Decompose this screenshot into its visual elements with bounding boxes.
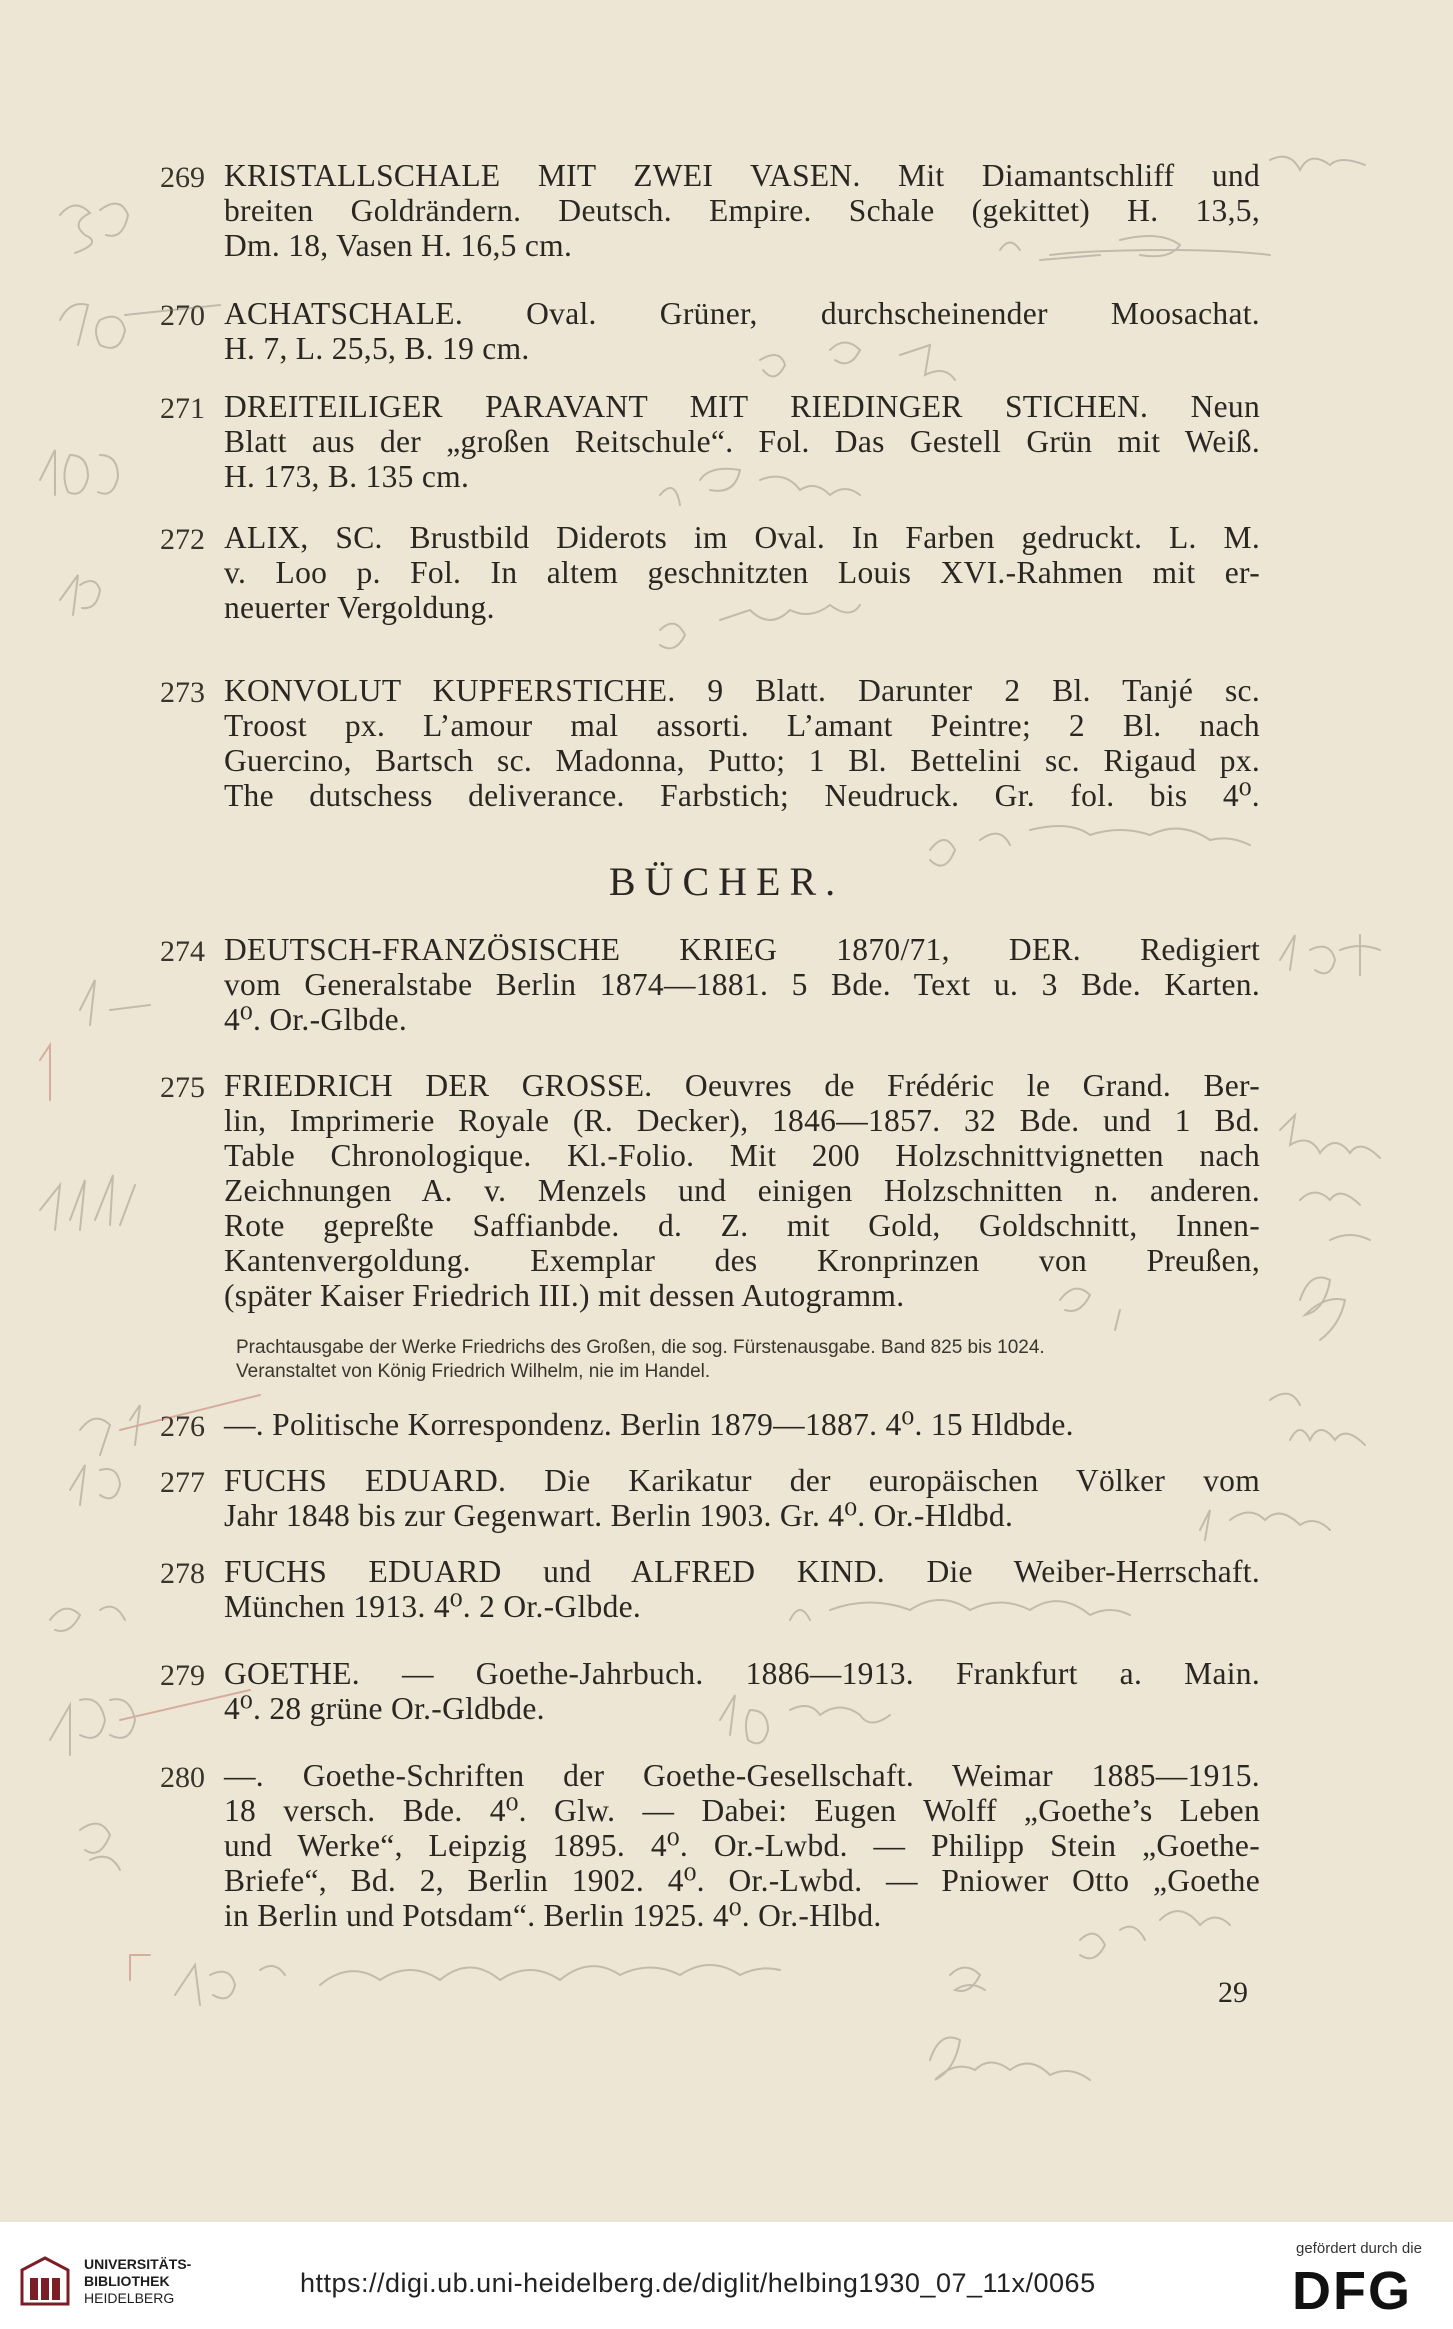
entry-number: 273 <box>160 676 205 709</box>
pencil-mark <box>60 205 92 253</box>
entry-279 <box>160 1656 1260 1726</box>
entry-276 <box>160 1407 1260 1442</box>
entry-278 <box>160 1554 1260 1624</box>
entry-line: KRISTALLSCHALE MIT ZWEI VASEN. Mit Diamantschliff und <box>224 158 1260 193</box>
pencil-mark <box>80 1405 140 1455</box>
entry-text <box>224 932 1260 1037</box>
footnote-line: Veranstaltet von König Friedrich Wilhelm, nie im Handel. <box>236 1361 711 1382</box>
entry-line: DREITEILIGER PARAVANT MIT RIEDINGER STICHEN. Neun <box>224 389 1260 424</box>
pencil-mark <box>80 980 150 1025</box>
entry-line: Zeichnungen A. v. Menzels und einigen Holzschnitten n. anderen. <box>224 1173 1260 1208</box>
entry-text <box>224 389 1260 494</box>
entry-line: FUCHS EDUARD und ALFRED KIND. Die Weiber-Herrschaft. <box>224 1554 1260 1589</box>
entry-line: lin, Imprimerie Royale (R. Decker), 1846—1857. 32 Bde. und 1 Bd. <box>224 1103 1260 1138</box>
library-name <box>84 2256 191 2307</box>
pencil-mark <box>175 1965 985 2005</box>
permalink-url[interactable]: https://digi.ub.uni-heidelberg.de/diglit/helbing1930_07_11x/0065 <box>300 2268 1096 2298</box>
footnote-line: Prachtausgabe der Werke Friedrichs des Großen, die sog. Fürstenausgabe. Band 825 bis 1024. <box>236 1337 1045 1358</box>
entry-line: H. 173, B. 135 cm. <box>224 459 470 494</box>
entry-number: 280 <box>160 1761 205 1794</box>
pencil-mark <box>1280 935 1380 975</box>
pencil-mark <box>70 1465 120 1505</box>
pencil-mark <box>96 317 125 348</box>
entry-270 <box>160 296 1260 366</box>
entry-number: 271 <box>160 392 205 425</box>
entry-number: 270 <box>160 299 205 332</box>
entry-text <box>224 520 1260 625</box>
entry-277 <box>160 1463 1260 1533</box>
entry-line: (später Kaiser Friedrich III.) mit dessen Autogramm. <box>224 1278 905 1313</box>
entry-line: ACHATSCHALE. Oval. Grüner, durchscheinender Moosachat. <box>224 296 1260 331</box>
entry-text <box>224 1463 1260 1533</box>
dfg-logo: DFG <box>1292 2261 1412 2321</box>
pencil-mark <box>1300 1278 1345 1341</box>
entry-text <box>224 1407 1260 1442</box>
entry-line: 4⁰. 28 grüne Or.-Gldbde. <box>224 1691 545 1726</box>
entry-number: 278 <box>160 1557 205 1590</box>
pencil-mark <box>1280 1115 1380 1158</box>
entry-line: 4⁰. Or.-Glbde. <box>224 1002 408 1037</box>
entry-269 <box>160 158 1260 263</box>
entry-line: —. Goethe-Schriften der Goethe-Gesellschaft. Weimar 1885—1915. <box>224 1758 1260 1793</box>
entry-275 <box>160 1068 1260 1313</box>
entry-272 <box>160 520 1260 625</box>
entry-line: Kantenvergoldung. Exemplar des Kronprinzen von Preußen, <box>224 1243 1260 1278</box>
section-title: BÜCHER. <box>608 859 845 904</box>
pencil-mark <box>930 2038 1090 2081</box>
pencil-mark <box>40 1045 50 1100</box>
entry-274 <box>160 932 1260 1037</box>
entry-line: München 1913. 4⁰. 2 Or.-Glbde. <box>224 1589 642 1624</box>
pencil-mark <box>100 204 128 236</box>
pencil-mark <box>60 304 88 345</box>
entry-text <box>224 1554 1260 1624</box>
entry-number: 275 <box>160 1071 205 1104</box>
entry-text <box>224 1656 1260 1726</box>
entry-271 <box>160 389 1260 494</box>
library-name-line: UNIVERSITÄTS- <box>84 2256 192 2272</box>
entry-line: Jahr 1848 bis zur Gegenwart. Berlin 1903. Gr. 4⁰. Or.-Hldbd. <box>224 1498 1014 1533</box>
pencil-mark <box>40 450 118 495</box>
funded-by-caption: gefördert durch die <box>1296 2240 1422 2257</box>
entry-line: breiten Goldrändern. Deutsch. Empire. Schale (gekittet) H. 13,5, <box>224 193 1260 228</box>
entry-line: v. Loo p. Fol. In altem geschnitzten Louis XVI.-Rahmen mit er- <box>224 555 1260 590</box>
entry-number: 269 <box>160 161 205 194</box>
page-number: 29 <box>1218 1976 1248 2009</box>
library-name-line: BIBLIOTHEK <box>84 2273 170 2289</box>
entry-text <box>224 673 1260 813</box>
footnote-275 <box>236 1336 1296 1384</box>
pencil-mark <box>130 1955 150 1980</box>
entry-line: Guercino, Bartsch sc. Madonna, Putto; 1 Bl. Bettelini sc. Rigaud px. <box>224 743 1260 778</box>
entry-text <box>224 296 1260 366</box>
entry-number: 272 <box>160 523 205 556</box>
entry-line: KONVOLUT KUPFERSTICHE. 9 Blatt. Darunter 2 Bl. Tanjé sc. <box>224 673 1260 708</box>
entry-text <box>224 158 1260 263</box>
entry-text <box>224 1068 1260 1313</box>
pencil-mark <box>50 1699 135 1755</box>
pencil-mark <box>1270 157 1365 170</box>
entry-280 <box>160 1758 1260 1933</box>
pencil-mark <box>50 1607 125 1631</box>
pencil-mark <box>1300 1193 1370 1241</box>
pencil-mark <box>60 575 100 615</box>
entry-line: vom Generalstabe Berlin 1874—1881. 5 Bde. Text u. 3 Bde. Karten. <box>224 967 1260 1002</box>
pencil-mark <box>40 1175 135 1230</box>
entry-line: H. 7, L. 25,5, B. 19 cm. <box>224 331 530 366</box>
entry-number: 277 <box>160 1466 205 1499</box>
university-logo-icon <box>16 2252 74 2310</box>
entry-line: GOETHE. — Goethe-Jahrbuch. 1886—1913. Frankfurt a. Main. <box>224 1656 1260 1691</box>
entry-line: und Werke“, Leipzig 1895. 4⁰. Or.-Lwbd. — Philipp Stein „Goethe- <box>224 1828 1260 1863</box>
entry-line: FRIEDRICH DER GROSSE. Oeuvres de Frédéric le Grand. Ber- <box>224 1068 1260 1103</box>
entry-line: Troost px. L’amour mal assorti. L’amant Peintre; 2 Bl. nach <box>224 708 1260 743</box>
entry-line: Blatt aus der „großen Reitschule“. Fol. Das Gestell Grün mit Weiß. <box>224 424 1260 459</box>
entry-line: ALIX, SC. Brustbild Diderots im Oval. In Farben gedruckt. L. M. <box>224 520 1260 555</box>
entry-line: FUCHS EDUARD. Die Karikatur der europäischen Völker vom <box>224 1463 1260 1498</box>
entry-line: Briefe“, Bd. 2, Berlin 1902. 4⁰. Or.-Lwbd. — Pniower Otto „Goethe <box>224 1863 1260 1898</box>
pencil-mark <box>1270 1394 1365 1445</box>
pencil-mark <box>80 1824 120 1870</box>
entry-number: 276 <box>160 1410 205 1443</box>
entry-line: Rote gepreßte Saffianbde. d. Z. mit Gold, Goldschnitt, Innen- <box>224 1208 1260 1243</box>
footer-bar <box>0 2222 1453 2329</box>
entry-line: neuerter Vergoldung. <box>224 590 495 625</box>
entry-line: Dm. 18, Vasen H. 16,5 cm. <box>224 228 573 263</box>
entry-273 <box>160 673 1260 813</box>
entry-line: Table Chronologique. Kl.-Folio. Mit 200 Holzschnittvignetten nach <box>224 1138 1260 1173</box>
entry-line: in Berlin und Potsdam“. Berlin 1925. 4⁰. Or.-Hlbd. <box>224 1898 882 1933</box>
library-name-line: HEIDELBERG <box>84 2290 175 2306</box>
entry-number: 274 <box>160 935 205 968</box>
entry-line: —. Politische Korrespondenz. Berlin 1879—1887. 4⁰. 15 Hldbde. <box>224 1407 1074 1442</box>
entry-text <box>224 1758 1260 1933</box>
entry-line: 18 versch. Bde. 4⁰. Glw. — Dabei: Eugen Wolff „Goethe’s Leben <box>224 1793 1260 1828</box>
entry-number: 279 <box>160 1659 205 1692</box>
entry-line: The dutschess deliverance. Farbstich; Neudruck. Gr. fol. bis 4⁰. <box>224 778 1260 813</box>
entry-line: DEUTSCH-FRANZÖSISCHE KRIEG 1870/71, DER. Redigiert <box>224 932 1260 967</box>
